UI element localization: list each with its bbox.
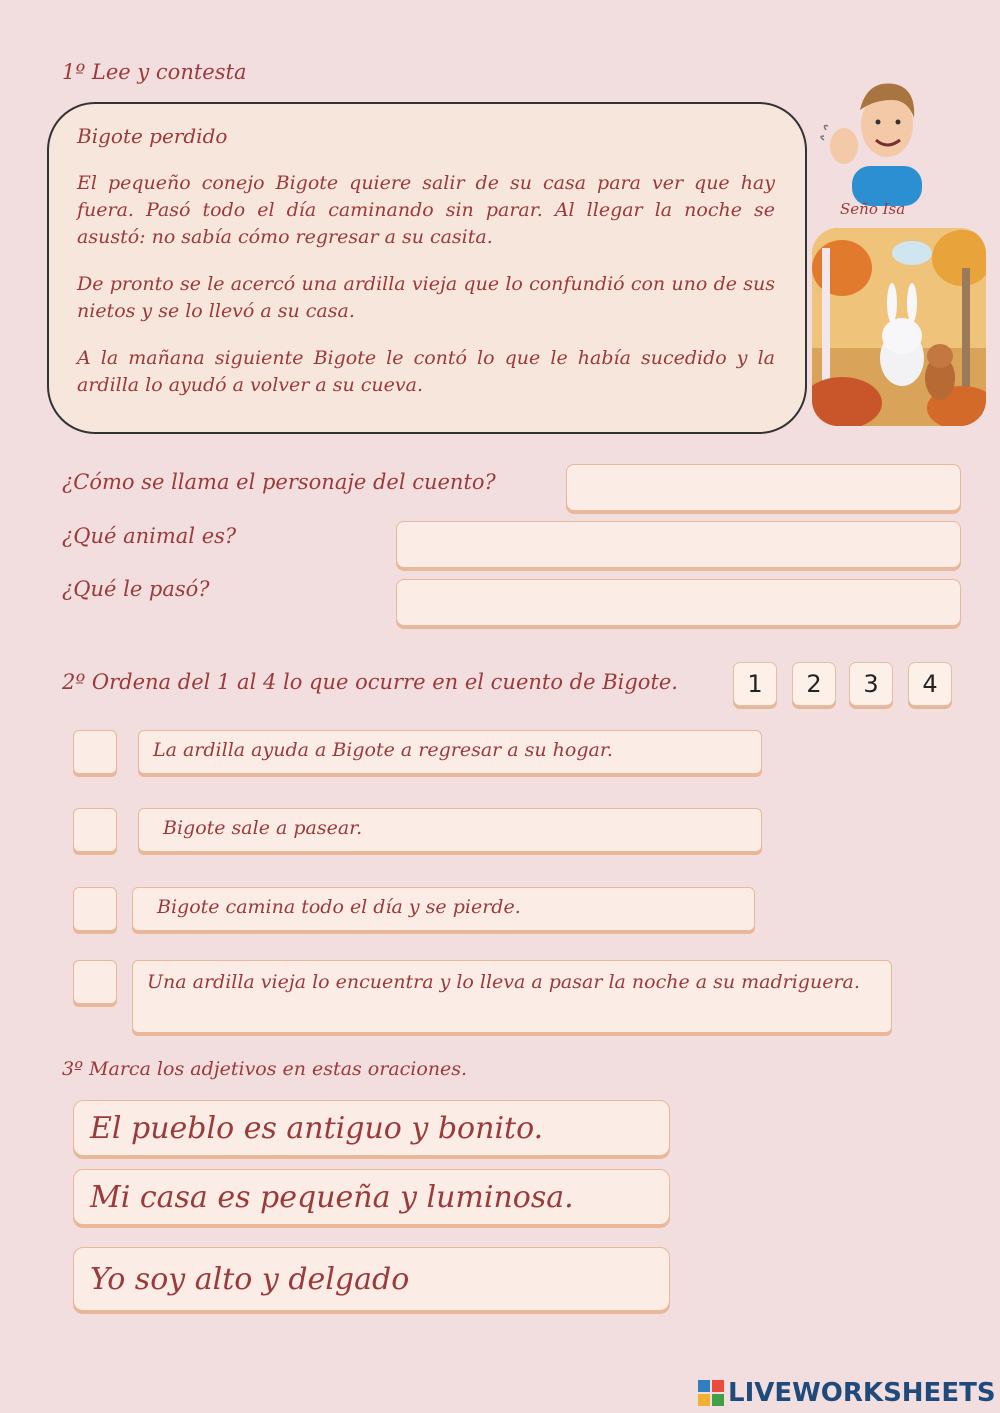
event-sentence-1: La ardilla ayuda a Bigote a regresar a su hogar. <box>138 730 762 774</box>
story-title: Bigote perdido <box>77 124 228 148</box>
event-sentence-4: Una ardilla vieja lo encuentra y lo lleva a pasar la noche a su madriguera. <box>132 960 892 1033</box>
order-drop-box-4[interactable] <box>73 960 117 1004</box>
teacher-avatar <box>812 70 932 220</box>
teacher-label: Seño Isa <box>840 200 906 218</box>
number-tile-2[interactable]: 2 <box>792 662 836 706</box>
event-sentence-2: Bigote sale a pasear. <box>138 808 762 852</box>
section1-title: 1º Lee y contesta <box>62 60 247 84</box>
question-2-label: ¿Qué animal es? <box>62 524 237 548</box>
story-box <box>47 102 807 434</box>
adjective-sentence-3[interactable]: Yo soy alto y delgado <box>73 1247 670 1311</box>
question-3-label: ¿Qué le pasó? <box>62 577 210 601</box>
number-tile-1[interactable]: 1 <box>733 662 777 706</box>
liveworksheets-brand <box>698 1378 996 1408</box>
section2-title: 2º Ordena del 1 al 4 lo que ocurre en el cuento de Bigote. <box>62 670 678 694</box>
question-1-label: ¿Cómo se llama el personaje del cuento? <box>62 470 496 494</box>
answer-3-input[interactable] <box>396 579 961 626</box>
number-tile-4[interactable]: 4 <box>908 662 952 706</box>
event-sentence-3: Bigote camina todo el día y se pierde. <box>132 887 755 931</box>
liveworksheets-logo-icon <box>698 1380 724 1406</box>
story-illustration <box>812 228 986 426</box>
brand-text: LIVEWORKSHEETS <box>728 1378 996 1408</box>
section3-title: 3º Marca los adjetivos en estas oraciones. <box>62 1058 468 1080</box>
order-drop-box-1[interactable] <box>73 730 117 774</box>
number-tile-3[interactable]: 3 <box>849 662 893 706</box>
order-drop-box-2[interactable] <box>73 808 117 852</box>
adjective-sentence-2[interactable]: Mi casa es pequeña y luminosa. <box>73 1169 670 1225</box>
story-paragraph: El pequeño conejo Bigote quiere salir de su casa para ver que hay fuera. Pasó todo el día caminando sin parar. Al llegar la noche se asustó: no sabía cómo regresar a su casita. <box>77 172 775 248</box>
answer-1-input[interactable] <box>566 464 961 511</box>
order-drop-box-3[interactable] <box>73 887 117 931</box>
answer-2-input[interactable] <box>396 521 961 568</box>
story-paragraph: A la mañana siguiente Bigote le contó lo que le había sucedido y la ardilla lo ayudó a volver a su cueva. <box>77 347 775 396</box>
story-paragraph: De pronto se le acercó una ardilla vieja que lo confundió con uno de sus nietos y se lo llevó a su casa. <box>77 273 775 322</box>
adjective-sentence-1[interactable]: El pueblo es antiguo y bonito. <box>73 1100 670 1156</box>
